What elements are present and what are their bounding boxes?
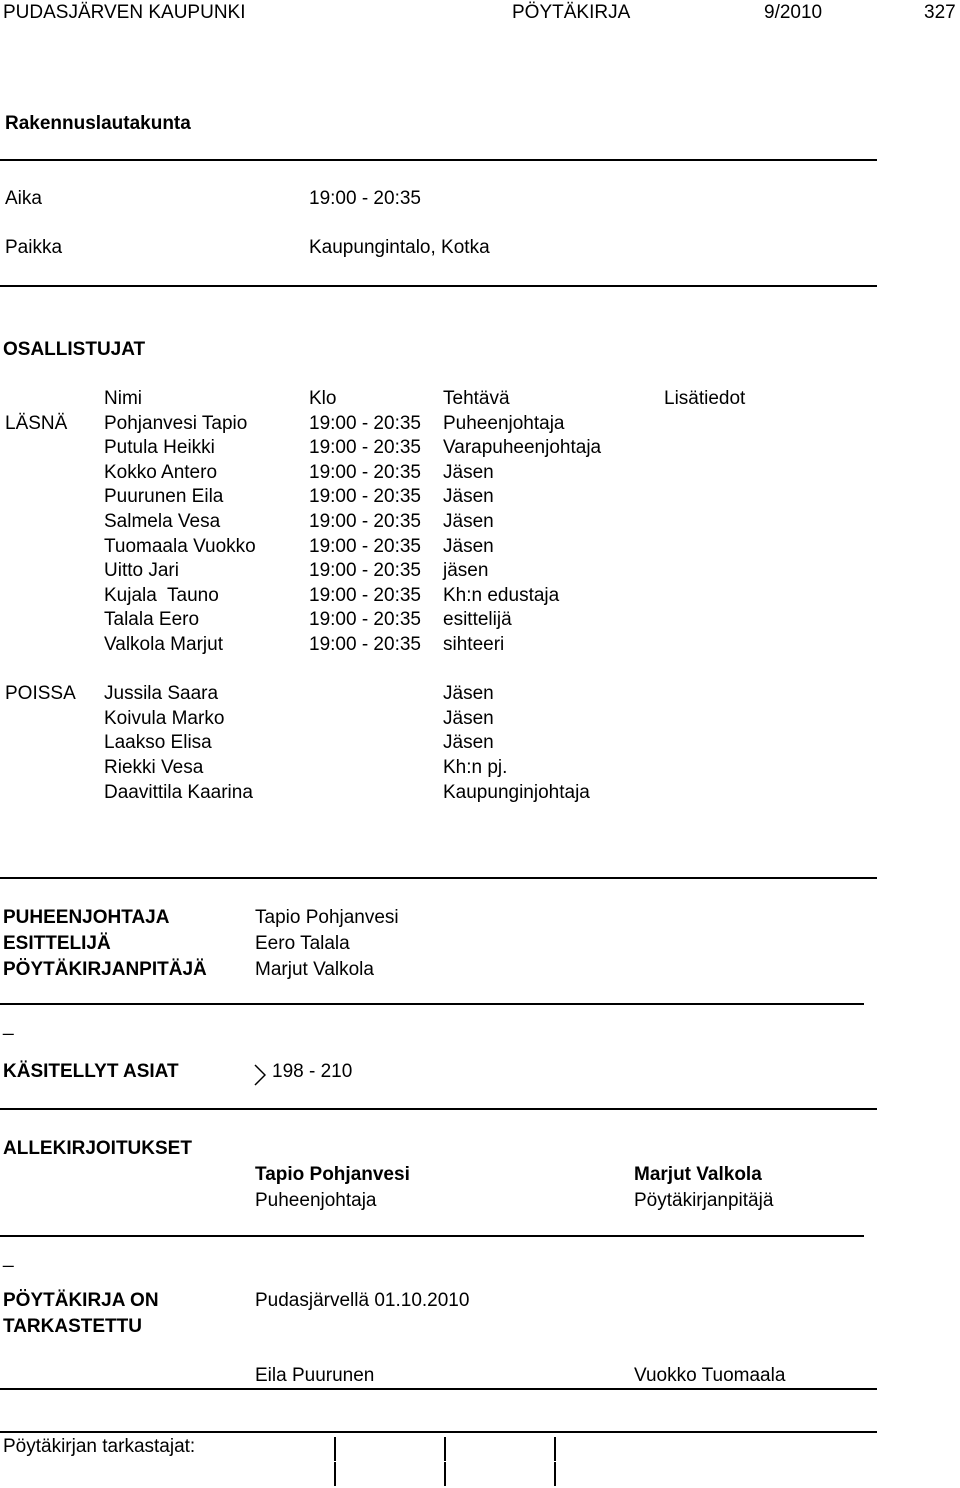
present-role: Puheenjohtaja xyxy=(443,413,565,434)
present-role: Varapuheenjohtaja xyxy=(443,437,602,458)
initials-box-divider xyxy=(334,1462,336,1486)
absent-role: Jäsen xyxy=(443,732,494,753)
column-header-name: Nimi xyxy=(104,388,142,409)
time-value: 19:00 - 20:35 xyxy=(309,188,421,209)
official-label-presenter: ESITTELIJÄ xyxy=(3,933,111,954)
present-label: LÄSNÄ xyxy=(5,413,68,434)
present-role: Kh:n edustaja xyxy=(443,585,560,606)
matters-value: 198 - 210 xyxy=(272,1061,353,1082)
present-role: Jäsen xyxy=(443,511,494,532)
absent-name: Jussila Saara xyxy=(104,683,219,704)
present-role: Jäsen xyxy=(443,486,494,507)
present-role: jäsen xyxy=(443,560,489,581)
absent-role: Jäsen xyxy=(443,708,494,729)
divider xyxy=(0,285,877,287)
initials-box-divider xyxy=(334,1437,336,1461)
present-name: Talala Eero xyxy=(104,609,200,630)
initials-box-divider xyxy=(554,1462,556,1486)
time-label: Aika xyxy=(5,188,42,209)
signer-title-secretary: Pöytäkirjanpitäjä xyxy=(634,1190,774,1211)
absent-name: Riekki Vesa xyxy=(104,757,204,778)
present-time: 19:00 - 20:35 xyxy=(309,585,421,606)
review-label-line2: TARKASTETTU xyxy=(3,1316,142,1337)
divider xyxy=(0,877,877,879)
present-time: 19:00 - 20:35 xyxy=(309,486,421,507)
absent-name: Laakso Elisa xyxy=(104,732,212,753)
column-header-time: Klo xyxy=(309,388,337,409)
present-time: 19:00 - 20:35 xyxy=(309,560,421,581)
official-value-secretary: Marjut Valkola xyxy=(255,959,374,980)
present-name: Puurunen Eila xyxy=(104,486,224,507)
present-role: Jäsen xyxy=(443,462,494,483)
signatures-label: ALLEKIRJOITUKSET xyxy=(3,1138,192,1159)
divider xyxy=(0,1388,877,1390)
present-name: Salmela Vesa xyxy=(104,511,221,532)
header-organization: PUDASJÄRVEN KAUPUNKI xyxy=(3,2,246,23)
header-page-number: 327 xyxy=(924,2,956,23)
present-time: 19:00 - 20:35 xyxy=(309,536,421,557)
signer-name-chair: Tapio Pohjanvesi xyxy=(255,1164,410,1185)
body-name: Rakennuslautakunta xyxy=(5,113,191,134)
present-time: 19:00 - 20:35 xyxy=(309,437,421,458)
present-time: 19:00 - 20:35 xyxy=(309,413,421,434)
initials-box-divider xyxy=(444,1462,446,1486)
absent-label: POISSA xyxy=(5,683,76,704)
absent-role: Jäsen xyxy=(443,683,494,704)
place-value: Kaupungintalo, Kotka xyxy=(309,237,490,258)
present-time: 19:00 - 20:35 xyxy=(309,462,421,483)
reviewers-label: Pöytäkirjan tarkastajat: xyxy=(3,1436,196,1457)
present-role: sihteeri xyxy=(443,634,505,655)
absent-role: Kaupunginjohtaja xyxy=(443,782,590,803)
present-role: Jäsen xyxy=(443,536,494,557)
present-name: Tuomaala Vuokko xyxy=(104,536,256,557)
present-time: 19:00 - 20:35 xyxy=(309,634,421,655)
matters-label: KÄSITELLYT ASIAT xyxy=(3,1061,179,1082)
review-place-date: Pudasjärvellä 01.10.2010 xyxy=(255,1290,470,1311)
column-header-role: Tehtävä xyxy=(443,388,510,409)
signer-name-secretary: Marjut Valkola xyxy=(634,1164,762,1185)
participants-title: OSALLISTUJAT xyxy=(3,339,146,360)
present-name: Kujala Tauno xyxy=(104,585,219,606)
absent-name: Daavittila Kaarina xyxy=(104,782,253,803)
review-label-line1: PÖYTÄKIRJA ON xyxy=(3,1290,159,1311)
signer-title-chair: Puheenjohtaja xyxy=(255,1190,377,1211)
divider xyxy=(0,1003,864,1005)
header-doc-number: 9/2010 xyxy=(764,2,823,23)
official-value-presenter: Eero Talala xyxy=(255,933,350,954)
present-time: 19:00 - 20:35 xyxy=(309,511,421,532)
divider xyxy=(0,1431,877,1433)
present-name: Uitto Jari xyxy=(104,560,179,581)
divider xyxy=(0,1235,864,1237)
dash-mark: _ xyxy=(3,1247,14,1268)
initials-box-divider xyxy=(554,1437,556,1461)
present-name: Putula Heikki xyxy=(104,437,215,458)
header-doc-type: PÖYTÄKIRJA xyxy=(512,2,631,23)
present-name: Kokko Antero xyxy=(104,462,218,483)
official-value-chair: Tapio Pohjanvesi xyxy=(255,907,399,928)
arrow-icon xyxy=(254,1064,266,1086)
reviewer-1: Eila Puurunen xyxy=(255,1365,375,1386)
divider xyxy=(0,159,877,161)
divider xyxy=(0,1108,877,1110)
absent-name: Koivula Marko xyxy=(104,708,225,729)
present-time: 19:00 - 20:35 xyxy=(309,609,421,630)
dash-mark: _ xyxy=(3,1015,14,1036)
column-header-notes: Lisätiedot xyxy=(664,388,746,409)
official-label-secretary: PÖYTÄKIRJANPITÄJÄ xyxy=(3,959,207,980)
reviewer-2: Vuokko Tuomaala xyxy=(634,1365,786,1386)
place-label: Paikka xyxy=(5,237,63,258)
initials-box-divider xyxy=(444,1437,446,1461)
absent-role: Kh:n pj. xyxy=(443,757,508,778)
present-role: esittelijä xyxy=(443,609,512,630)
official-label-chair: PUHEENJOHTAJA xyxy=(3,907,170,928)
present-name: Pohjanvesi Tapio xyxy=(104,413,248,434)
present-name: Valkola Marjut xyxy=(104,634,223,655)
